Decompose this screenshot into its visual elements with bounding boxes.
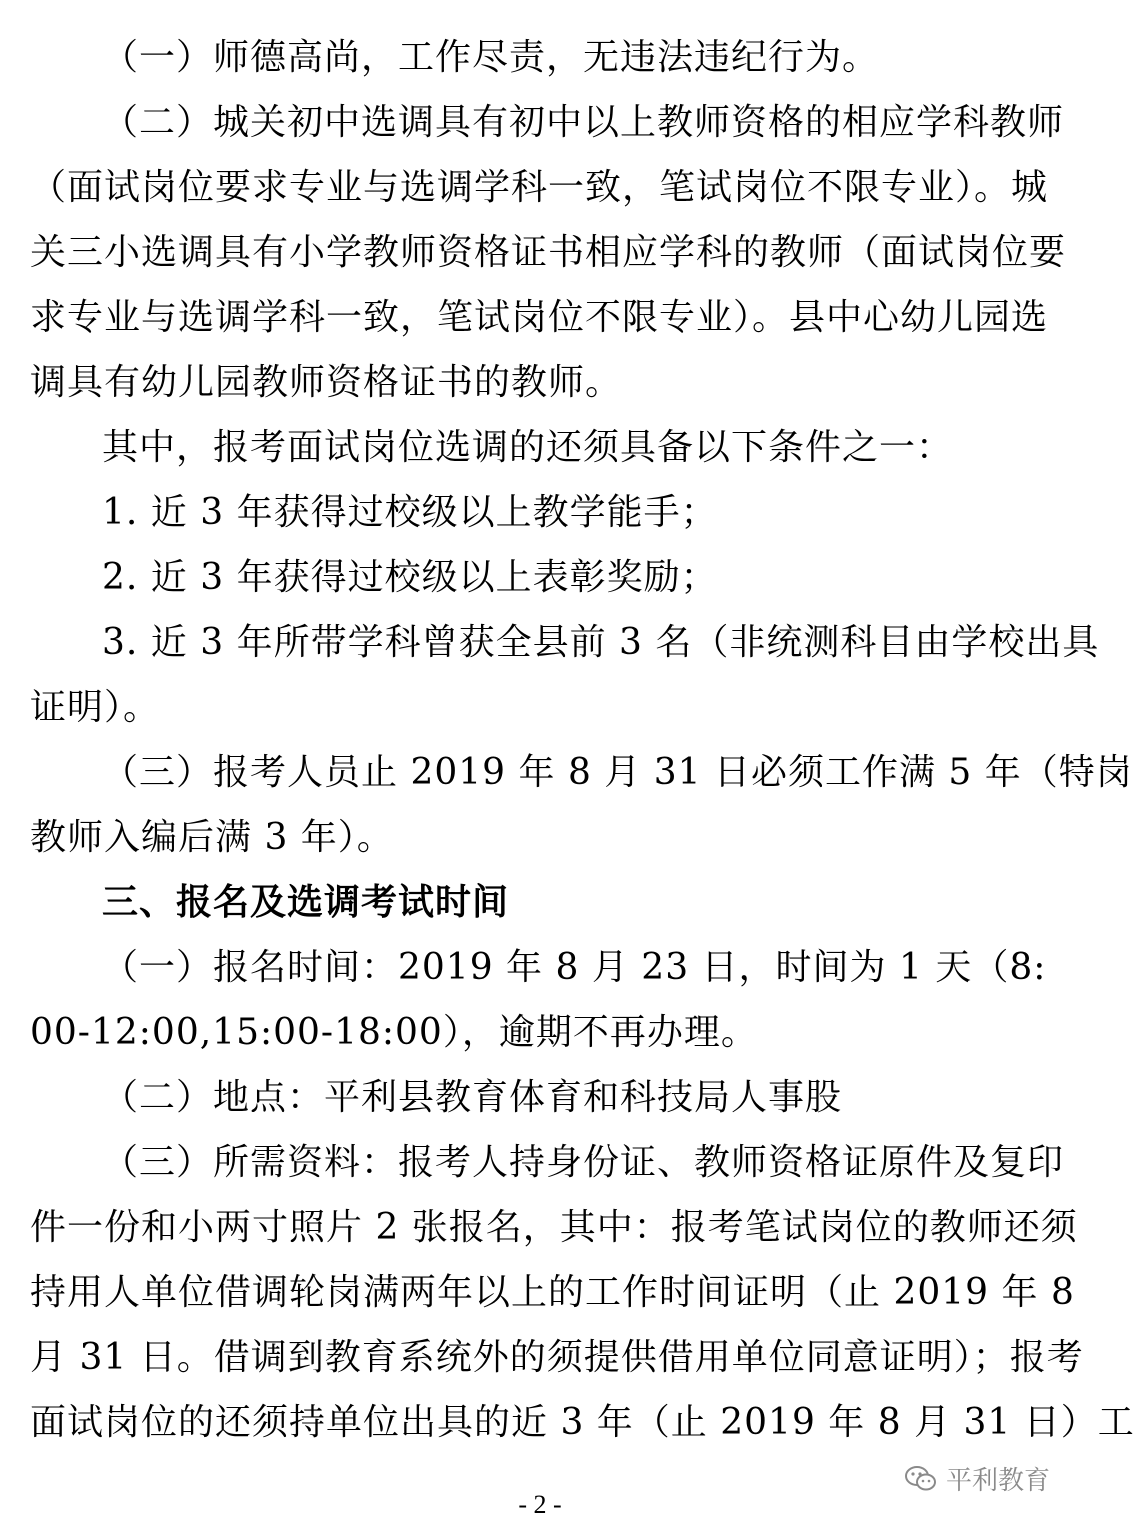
paragraph-line: 调具有幼儿园教师资格证书的教师。: [30, 362, 623, 403]
wechat-icon: [904, 1464, 938, 1494]
paragraph-line: （一）报名时间：2019 年 8 月 23 日，时间为 1 天（8:: [102, 947, 1047, 988]
paragraph-line: 持用人单位借调轮岗满两年以上的工作时间证明（止 2019 年 8: [30, 1272, 1075, 1313]
watermark-label: 平利教育: [945, 1466, 1050, 1496]
paragraph-line: （二）城关初中选调具有初中以上教师资格的相应学科教师: [102, 102, 1065, 143]
paragraph-line: 证明）。: [30, 687, 161, 728]
paragraph-line: 其中，报考面试岗位选调的还须具备以下条件之一：: [102, 427, 954, 468]
paragraph-line: （三）报考人员止 2019 年 8 月 31 日必须工作满 5 年（特岗: [102, 752, 1133, 793]
paragraph-line: 件一份和小两寸照片 2 张报名，其中：报考笔试岗位的教师还须: [30, 1207, 1078, 1248]
list-item: 1. 近 3 年获得过校级以上教学能手；: [102, 492, 718, 533]
paragraph-line: （二）地点：平利县教育体育和科技局人事股: [102, 1077, 843, 1118]
paragraph-line: 面试岗位的还须持单位出具的近 3 年（止 2019 年 8 月 31 日）工: [30, 1402, 1135, 1443]
page-number: - 2 -: [518, 1490, 562, 1519]
paragraph-line: 月 31 日。借调到教育系统外的须提供借用单位同意证明）；报考: [30, 1337, 1084, 1378]
paragraph-line: 求专业与选调学科一致，笔试岗位不限专业）。县中心幼儿园选: [30, 297, 1049, 338]
paragraph-line: 00-12:00,15:00-18:00），逾期不再办理。: [30, 1012, 758, 1053]
paragraph-line: （一）师德高尚，工作尽责，无违法违纪行为。: [102, 37, 880, 78]
document-page: [30, 25, 1135, 1455]
paragraph-line: 教师入编后满 3 年）。: [30, 817, 394, 858]
paragraph-line: （三）所需资料：报考人持身份证、教师资格证原件及复印: [102, 1142, 1065, 1183]
list-item: 3. 近 3 年所带学科曾获全县前 3 名（非统测科目由学校出具: [102, 622, 1100, 663]
paragraph-line: 关三小选调具有小学教师资格证书相应学科的教师（面试岗位要: [30, 232, 1067, 273]
list-item: 2. 近 3 年获得过校级以上表彰奖励；: [102, 557, 718, 598]
paragraph-line: （面试岗位要求专业与选调学科一致，笔试岗位不限专业）。城: [30, 167, 1049, 208]
section-heading: 三、报名及选调考试时间: [102, 882, 510, 923]
